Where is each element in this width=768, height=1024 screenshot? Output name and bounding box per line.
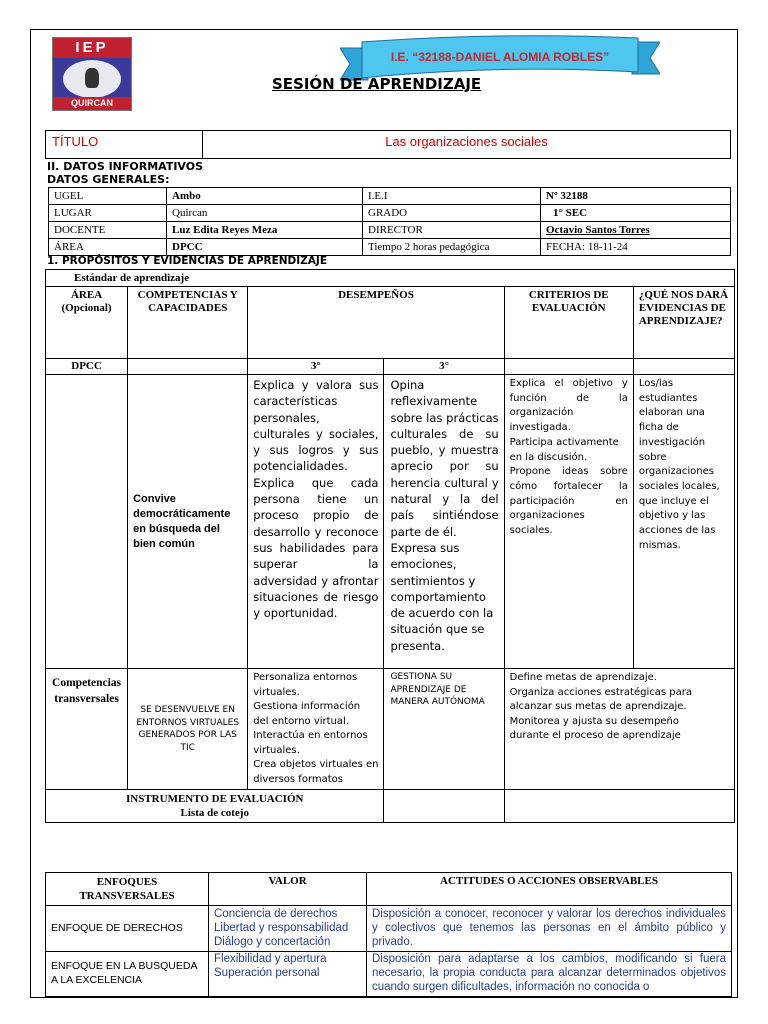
header-competencias: COMPETENCIAS Y CAPACIDADES	[128, 287, 248, 359]
transversal-label: Competencias transversales	[46, 669, 128, 790]
grade-1: 3°	[248, 359, 384, 375]
cell-label: DIRECTOR	[363, 222, 541, 239]
competencia: Convive democráticamente en búsqueda del bien común	[128, 375, 248, 669]
criterio-2: Participa activamente en la discusión.	[509, 436, 619, 463]
valor-item: Diálogo y concertación	[214, 936, 331, 948]
enfoque-derechos: ENFOQUE DE DERECHOS	[46, 906, 209, 952]
school-logo	[52, 37, 132, 111]
cell-value: Ambo	[167, 188, 363, 205]
gestiona: GESTIONA SU APRENDIZAJE DE MANERA AUTÓNOMA	[384, 669, 504, 790]
transversal-desempeno: Crea objetos virtuales en diversos formatos	[253, 759, 379, 785]
cell-label: LUGAR	[49, 205, 167, 222]
header-desempenos: DESEMPEÑOS	[248, 287, 504, 359]
empty-cell	[633, 359, 734, 375]
header-valor: VALOR	[209, 873, 367, 906]
title-table	[45, 130, 731, 159]
cell-label: I.E.I	[363, 188, 541, 205]
section-propositos: 1. PROPÓSITOS Y EVIDENCIAS DE APRENDIZAJE	[47, 255, 328, 267]
cell-label: GRADO	[363, 205, 541, 222]
cell-value: Nº 32188	[541, 188, 731, 205]
cell-value: FECHA: 18-11-24	[541, 239, 731, 256]
evidencia: Los/las estudiantes elaboran una ficha de investigación sobre organizaciones sociales locales, que incluye el objetivo y las acciones de las mismas.	[633, 375, 734, 669]
instrumento-value: Lista de cotejo	[180, 807, 249, 819]
header-actitudes: ACTITUDES O ACCIONES OBSERVABLES	[367, 873, 732, 906]
cell-value: Quircan	[167, 205, 363, 222]
grade-2: 3°	[384, 359, 504, 375]
enfoque-excelencia: ENFOQUE EN LA BUSQUEDA A LA EXCELENCIA	[46, 952, 209, 997]
empty-cell	[46, 375, 128, 669]
approaches-table	[45, 872, 732, 997]
desempeno-1: Explica y valora sus características personales, culturales y sociales, y sus logros y sus potencialidades. Explica que cada persona tiene un proceso propio de desarrollo y reconoce sus habilidades para superar la adversidad y afrontar situaciones de riesgo y oportunidad.	[248, 375, 384, 669]
actitud-excelencia: Disposición para adaptarse a los cambios, modificando si fuera necesario, la propia conducta para alcanzar determinados objetivos cuando surgen dificultades, información no conocida o	[367, 952, 732, 997]
logo-bottom-text: QUIRCAN	[53, 97, 131, 110]
cell-value: 1° SEC	[541, 205, 731, 222]
gestiona-criterio: Monitorea y ajusta su desempeño durante el proceso de aprendizaje	[509, 715, 681, 741]
transversal-desempeno: Personaliza entornos virtuales.	[253, 672, 358, 698]
title-label: TÍTULO	[46, 131, 203, 159]
cell-value: Octavio Santos Torres	[541, 222, 731, 239]
session-title: SESIÓN DE APRENDIZAJE	[272, 75, 482, 93]
header-criterios: CRITERIOS DE EVALUACIÓN	[504, 287, 633, 359]
gestiona-criterio: Organiza acciones estratégicas para alcanzar sus metas de aprendizaje.	[509, 686, 692, 712]
actitud-derechos: Disposición a conocer, reconocer y valorar los derechos individuales y colectivos que tenemos las personas en el ámbito público y privado.	[367, 906, 732, 952]
desempeno-2b: Expresa sus emociones, sentimientos y comportamiento de acuerdo con la situación que se presenta.	[390, 540, 494, 653]
header-enfoques: ENFOQUES TRANSVERSALES	[46, 873, 209, 906]
valor-item: Flexibilidad y apertura	[214, 953, 327, 965]
transversal-desempeno: Gestiona información del entorno virtual.	[253, 701, 361, 727]
logo-top-text: IEP	[53, 38, 131, 58]
institution-name: I.E. “32188-DANIEL ALOMIA ROBLES”	[390, 50, 610, 64]
gestiona-criterio: Define metas de aprendizaje.	[509, 672, 657, 683]
empty-cell	[504, 790, 734, 823]
cell-label: Tiempo 2 horas pedagógica	[363, 239, 541, 256]
area-dpcc: DPCC	[46, 359, 128, 375]
transversal-desempeno: Interactúa en entornos virtuales.	[253, 730, 368, 756]
subsection-datos-generales: DATOS GENERALES:	[47, 173, 170, 186]
transversal-competencia: SE DESENVUELVE EN ENTORNOS VIRTUALES GENERADOS POR LAS TIC	[128, 669, 248, 790]
title-value: Las organizaciones sociales	[203, 131, 731, 159]
cell-label: DOCENTE	[49, 222, 167, 239]
desempeno-2a: Opina reflexivamente sobre las prácticas culturales de su pueblo, y muestra aprecio por su herencia cultural y natural y la del país sintiéndose parte de él.	[390, 378, 499, 539]
section-datos: II. DATOS INFORMATIVOS	[47, 160, 204, 173]
valor-item: Superación personal	[214, 967, 320, 979]
cell-value: DPCC	[167, 239, 363, 256]
instrumento-label: INSTRUMENTO DE EVALUACIÓN	[126, 793, 304, 805]
empty-cell	[384, 790, 504, 823]
purposes-table	[45, 269, 735, 823]
header-evidencias: ¿QUÉ NOS DARÁ EVIDENCIAS DE APRENDIZAJE?	[633, 287, 734, 359]
empty-cell	[504, 359, 633, 375]
criterio-1: Explica el objetivo y función de la organización investigada.	[509, 378, 628, 434]
header-area: ÁREA (Opcional)	[46, 287, 128, 359]
cell-value: Luz Edita Reyes Meza	[167, 222, 363, 239]
cell-label: UGEL	[49, 188, 167, 205]
valor-item: Libertad y responsabilidad	[214, 922, 349, 934]
general-data-table	[48, 187, 731, 256]
empty-cell	[128, 359, 248, 375]
cell-label: ÁREA	[49, 239, 167, 256]
standard-label: Estándar de aprendizaje	[46, 270, 735, 287]
valor-item: Conciencia de derechos	[214, 908, 338, 920]
logo-portrait	[63, 60, 121, 98]
criterio-3: Propone ideas sobre cómo fortalecer la participación en organizaciones sociales.	[509, 466, 628, 537]
